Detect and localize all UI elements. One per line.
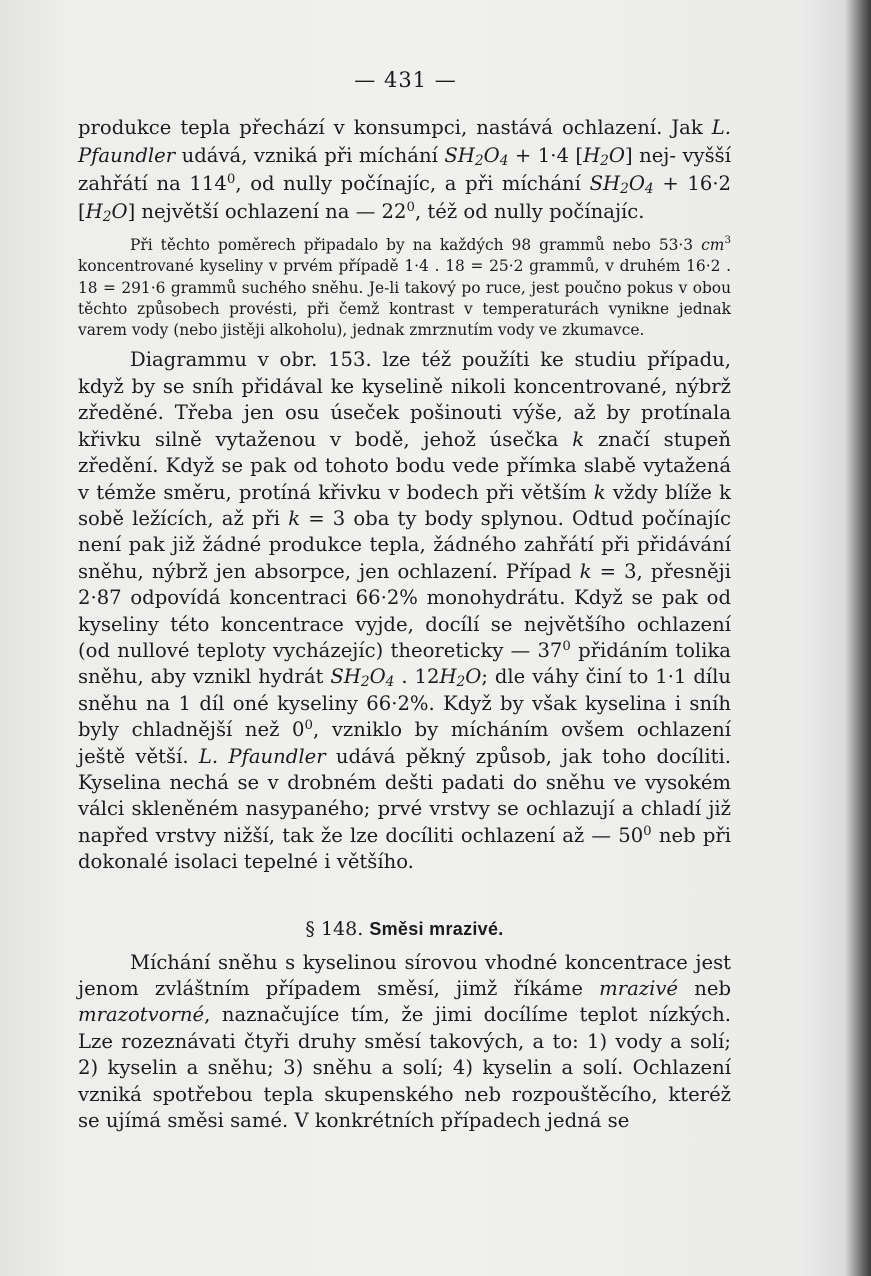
text-run: udává pěkný způsob, jak toho docíliti. Kyselina nechá se v drobném dešti padati do sněhu ve vysokém válci skleněném nasypaného; prvé vrstvy se ochlazují a chladí již napřed vrstvy nižší, tak že lze docíliti ochlazení až — 50 xyxy=(78,744,731,847)
text-run: produkce tepla přechází v konsumpci, nastává ochlazení. Jak xyxy=(78,116,703,139)
unit: cm xyxy=(701,236,725,254)
text-run: , naznačujíce tím, že jimi docílíme teplot nízkých. Lze rozeznávati čtyři druhy směsí takových, a to: 1) vody a solí; 2) kyselin a sněhu; 3) sněhu a solí; 4) kyselin a solí. Ochlazení vzniká spotřebou tepla skupenského neb rozpouštěcího, kteréž se ujímá směsi samé. V konkrétních případech jedná se xyxy=(78,1003,731,1133)
text-run: neb při dokonalé isolaci tepelné i většího. xyxy=(78,823,731,874)
author-name: L. Pfaundler xyxy=(78,116,731,167)
text-run: , od nully počínajíc, a při míchání xyxy=(235,172,590,195)
text-run: , vzniklo by mícháním ovšem ochlazení ještě větší. xyxy=(78,718,731,768)
degree: 0 xyxy=(406,200,415,215)
section-heading xyxy=(78,918,731,940)
formula: $SH_2O_4$ xyxy=(444,144,509,169)
text-run: přidáním tolika sněhu, aby vznikl hydrát xyxy=(78,638,731,689)
text-run: = 3, přesněji 2·87 odpovídá koncentraci 66·2% monohydrátu. Když se pak od kyseliny této koncentrace vyjde, docílí se největšího ochlazení (od nullové teploty vycházejíc) theoreticky — 37 xyxy=(78,559,731,662)
text-run: ; dle váhy činí to 1·1 dílu sněhu na 1 díl oné kyseliny 66·2%. Když by však kyselina i sníh byly chladnější než 0 xyxy=(78,665,732,742)
section-number: § 148. xyxy=(305,917,364,940)
degree: 0 xyxy=(562,638,571,654)
variable-k: k xyxy=(288,506,301,530)
paragraph-last xyxy=(78,950,731,1135)
text-run: Při těchto poměrech připadalo by na každých 98 grammů nebo 53·3 xyxy=(130,236,702,254)
emphasis: mrazivé xyxy=(599,977,679,1001)
variable-k: k xyxy=(593,480,606,504)
formula: $H_2O$ xyxy=(85,200,128,225)
variable-k: k xyxy=(579,559,592,583)
text-run: udává, vzniká při míchání xyxy=(175,144,445,167)
degree: 0 xyxy=(226,172,236,187)
text-run: + 1·4 [ xyxy=(508,144,584,167)
text-run: Míchání sněhu s kyselinou sírovou vhodné koncentrace jest jenom zvláštním případem směsí, jimž říkáme xyxy=(78,950,731,1001)
text-run: . 12 xyxy=(394,665,440,689)
text-run: , též od nully počínajíc. xyxy=(414,200,645,223)
text-run: ] největší ochlazení na — 22 xyxy=(127,200,407,223)
emphasis: mrazotvorné xyxy=(78,1003,205,1027)
text-run: neb xyxy=(678,977,731,1001)
exponent: 3 xyxy=(724,234,731,246)
degree: 0 xyxy=(304,718,313,734)
text-run: koncentrované kyseliny v prvém případě 1·4 . 18 = 25·2 grammů, v druhém 16·2 . 18 = 291·6 grammů suchého sněhu. Je-li takový po ruce, jest poučno pokus v obou těchto způsobech provésti, při čemž kontrast v temperaturách vynikne jednak varem vody (nebo jistěji alkoholu), jednak zmrznutím vody ve zkumavce. xyxy=(78,257,731,340)
page-number: — 431 — xyxy=(354,68,457,92)
author-name: L. Pfaundler xyxy=(198,744,326,768)
text-body xyxy=(78,114,731,1134)
paragraph-top xyxy=(78,114,731,226)
text-run: značí stupeň zředění. Když se pak od tohoto bodu vede přímka slabě vytažená v témže směru, protíná křivku v bodech při větším xyxy=(78,427,731,504)
formula: $H_2O$ xyxy=(583,144,625,169)
formula: $SH_2O_4$ xyxy=(589,172,654,197)
formula: $SH_2O_4$ xyxy=(330,665,395,691)
text-run: = 3 oba ty body splynou. Odtud počínajíc není pak již žádné produkce tepla, žádného zahřátí při přidávání sněhu, nýbrž jen absorpce, jen ochlazení. Případ xyxy=(78,506,731,583)
variable-k: k xyxy=(572,427,585,451)
text-run: Diagrammu v obr. 153. lze též použíti ke studiu případu, když by se sníh přidával ke kyselině nikoli koncentrované, nýbrž zředěné. Třeba jen osu úseček pošinouti výše, až by protínala křivku silně vytaženou v bodě, jehož úsečka xyxy=(78,348,731,451)
degree: 0 xyxy=(643,823,652,839)
text-run: + 16·2 [ xyxy=(78,172,732,223)
paragraph-main xyxy=(78,347,731,875)
section-title: Směsi mrazivé. xyxy=(369,918,504,939)
paragraph-small-print xyxy=(78,235,731,341)
text-run: ] nej- vyšší zahřátí na 114 xyxy=(78,144,731,195)
formula: $H_2O$ xyxy=(439,665,482,691)
text-run: vždy blíže k sobě ležících, až při xyxy=(78,480,731,530)
